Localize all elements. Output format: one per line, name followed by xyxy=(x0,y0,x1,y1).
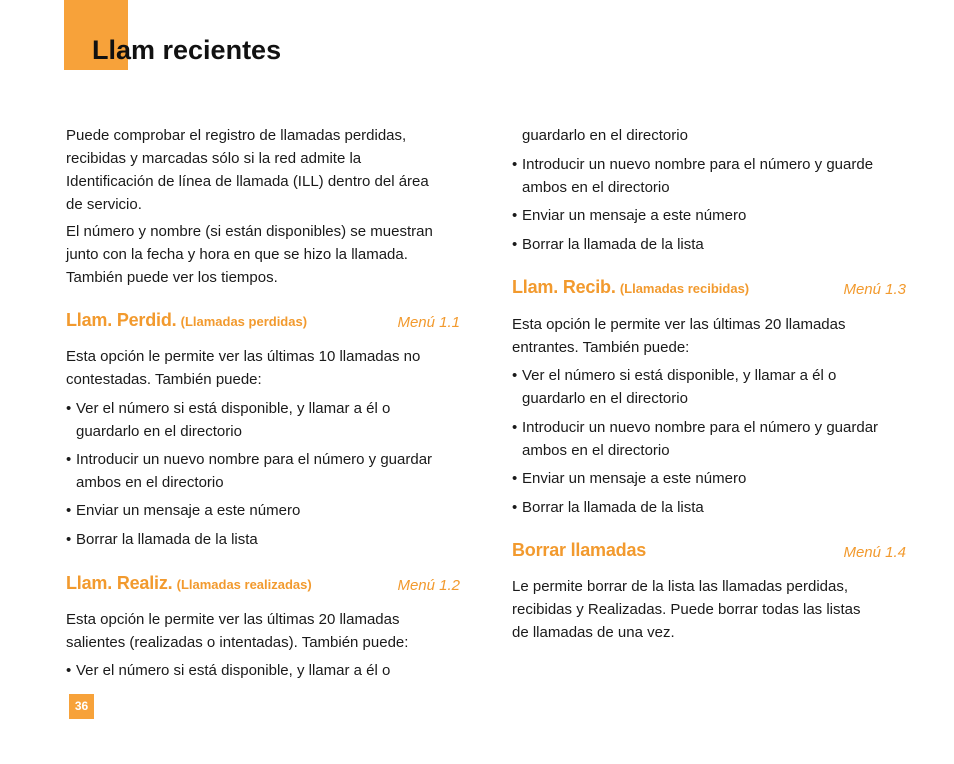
list-item: • Introducir un nuevo nombre para el número y guardar ambos en el directorio xyxy=(66,451,433,491)
section-heading-realiz: Llam. Realiz. (Llamadas realizadas) Menú 1.2 xyxy=(66,572,462,598)
list-item: • Enviar un mensaje a este número xyxy=(512,207,747,224)
intro-paragraph-1: Puede comprobar el registro de llamadas perdidas, recibidas y marcadas sólo si la red admite la Identificación de línea de llamada (ILL) dentro del área de servicio. xyxy=(66,127,429,213)
list-item: • Ver el número si está disponible, y llamar a él o guardarlo en el directorio xyxy=(66,400,391,440)
realiz-description: Esta opción le permite ver las últimas 20 llamadas salientes (realizadas o intentadas). También puede: xyxy=(66,611,409,651)
section-heading-recib: Llam. Recib. (Llamadas recibidas) Menú 1.3 xyxy=(512,276,908,302)
recib-description: Esta opción le permite ver las últimas 20 llamadas entrantes. También puede: xyxy=(512,316,846,356)
menu-reference: Menú 1.4 xyxy=(843,544,906,561)
list-item: • Ver el número si está disponible, y llamar a él o guardarlo en el directorio xyxy=(512,367,837,407)
borrar-description: Le permite borrar de la lista las llamadas perdidas, recibidas y Realizadas. Puede borrar todas las listas de llamadas de una vez. xyxy=(512,578,861,641)
menu-reference: Menú 1.3 xyxy=(843,281,906,298)
list-item: • Introducir un nuevo nombre para el número y guarde ambos en el directorio xyxy=(512,156,874,196)
menu-reference: Menú 1.2 xyxy=(397,577,460,594)
list-item: • Borrar la llamada de la lista xyxy=(66,531,258,548)
list-item: • Borrar la llamada de la lista xyxy=(512,236,704,253)
page-number-badge: 36 xyxy=(69,694,94,719)
list-item: • Introducir un nuevo nombre para el número y guardar ambos en el directorio xyxy=(512,419,879,459)
menu-reference: Menú 1.1 xyxy=(397,314,460,331)
list-item: • Enviar un mensaje a este número xyxy=(512,470,747,487)
list-item: • Borrar la llamada de la lista xyxy=(512,499,704,516)
list-item: • Ver el número si está disponible, y llamar a él o xyxy=(66,662,391,679)
perdid-description: Esta opción le permite ver las últimas 10 llamadas no contestadas. También puede: xyxy=(66,348,421,388)
section-heading-perdid: Llam. Perdid. (Llamadas perdidas) Menú 1.1 xyxy=(66,309,462,335)
list-item-continuation: guardarlo en el directorio xyxy=(522,127,688,144)
list-item: • Enviar un mensaje a este número xyxy=(66,502,301,519)
section-heading-borrar: Borrar llamadas Menú 1.4 xyxy=(512,539,908,565)
intro-paragraph-2: El número y nombre (si están disponibles) se muestran junto con la fecha y hora en que se hizo la llamada. También puede ver los tiempos. xyxy=(66,223,433,286)
page-title: Llam recientes xyxy=(92,35,282,65)
